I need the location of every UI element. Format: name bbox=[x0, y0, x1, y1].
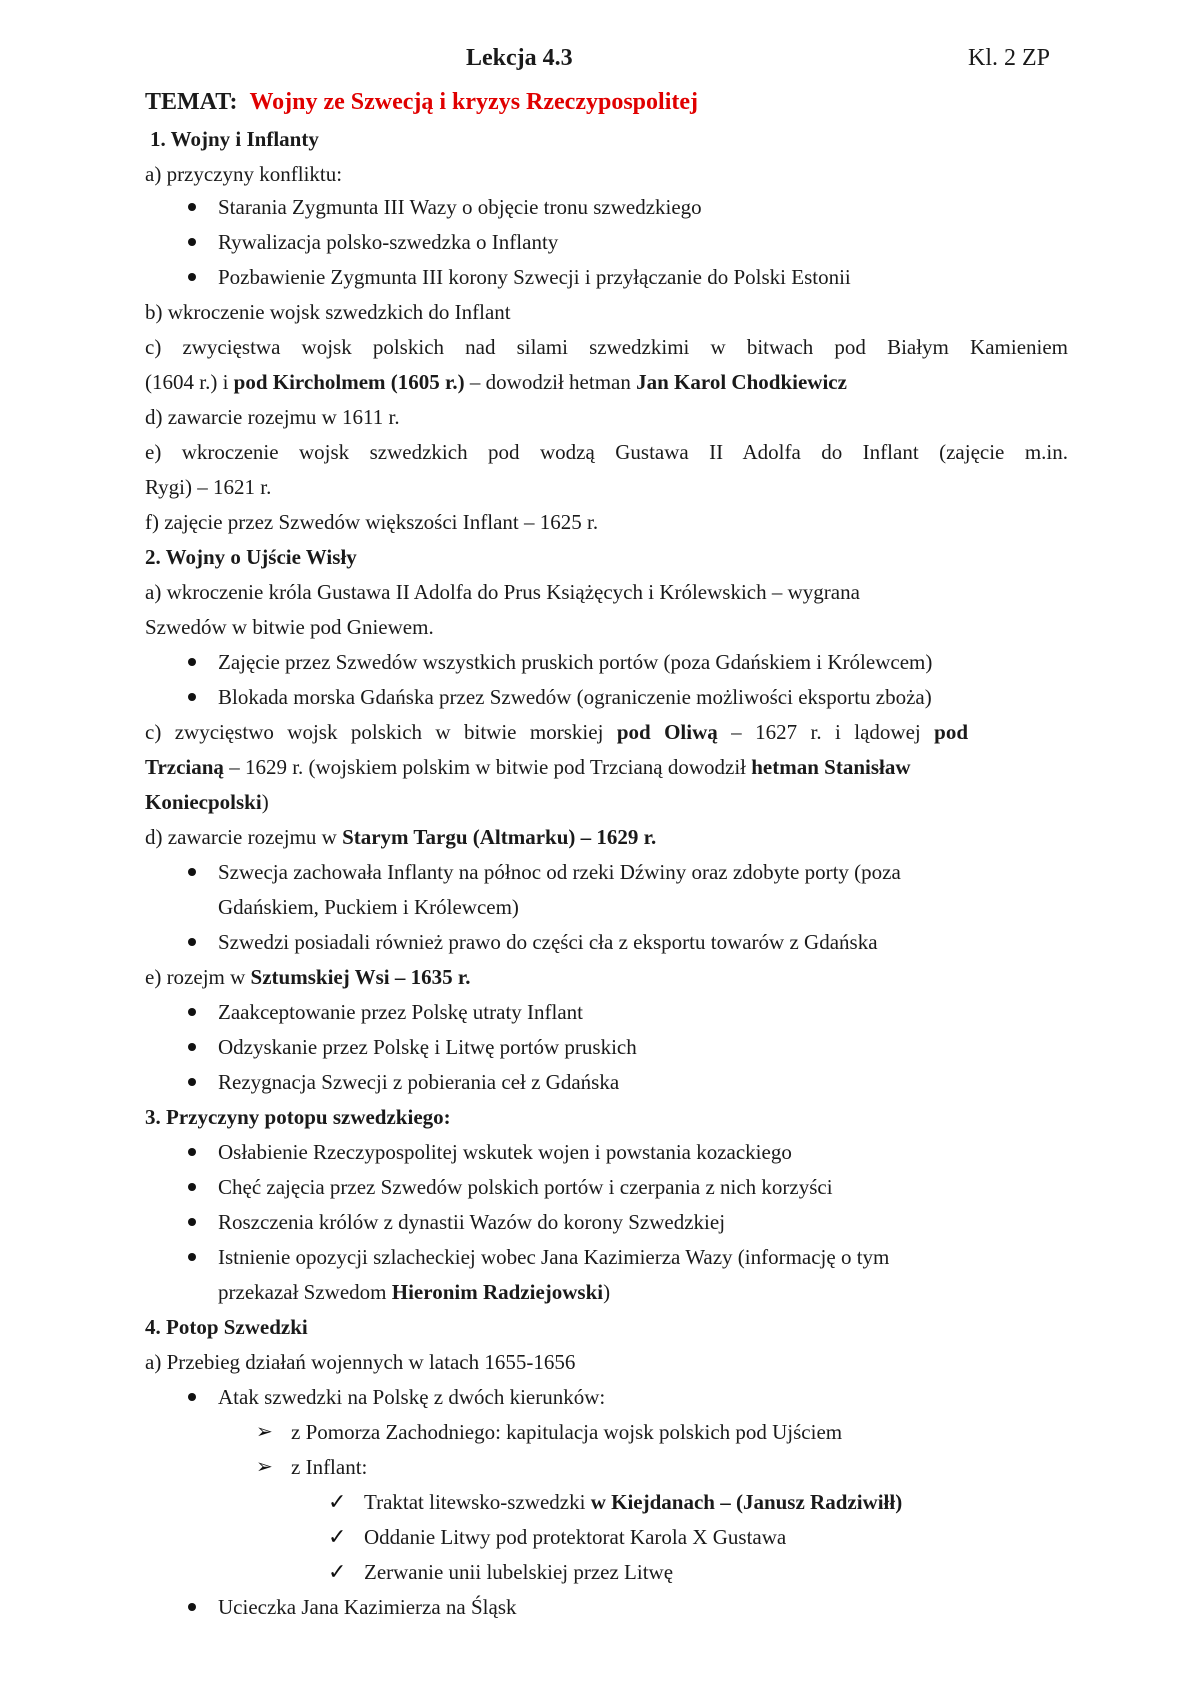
s1-f: f) zajęcie przez Szwedów większości Inflant – 1625 r. bbox=[145, 510, 599, 534]
arrow-bullet-icon: ➢ bbox=[256, 1456, 273, 1478]
text-segment: c) zwycięstwo wojsk polskich w bitwie morskiej bbox=[145, 720, 617, 744]
text-segment: (1604 r.) i bbox=[145, 370, 234, 394]
s1-a: a) przyczyny konfliktu: bbox=[145, 162, 343, 186]
section-2-heading: 2. Wojny o Ujście Wisły bbox=[145, 545, 357, 569]
bullet-icon bbox=[188, 693, 196, 701]
list-item: Szwedzi posiadali również prawo do części cła z eksportu towarów z Gdańska bbox=[218, 930, 878, 954]
s2-c-line3 bbox=[145, 788, 269, 816]
text-segment: – 1627 r. i lądowej bbox=[717, 720, 935, 744]
s1-d: d) zawarcie rozejmu w 1611 r. bbox=[145, 405, 400, 429]
checkmark-icon: ✓ bbox=[328, 1559, 347, 1584]
bullet-icon bbox=[188, 203, 196, 211]
check-item: Oddanie Litwy pod protektorat Karola X Gustawa bbox=[364, 1525, 787, 1549]
sztum-bold: Sztumskiej Wsi – 1635 r. bbox=[250, 965, 471, 989]
bullet-icon bbox=[188, 238, 196, 246]
bullet-icon bbox=[188, 1008, 196, 1016]
list-item: Zajęcie przez Szwedów wszystkich pruskich portów (poza Gdańskiem i Królewcem) bbox=[218, 650, 933, 674]
topic-line bbox=[145, 86, 698, 118]
trzciana-bold: Trzcianą bbox=[145, 755, 224, 779]
altmark-bold: Starym Targu (Altmarku) – 1629 r. bbox=[342, 825, 657, 849]
bullet-icon bbox=[188, 938, 196, 946]
s2-d bbox=[145, 823, 656, 851]
text-segment: przekazał Szwedom bbox=[218, 1280, 392, 1304]
bullet-icon bbox=[188, 1148, 196, 1156]
list-item: Istnienie opozycji szlacheckiej wobec Jana Kazimierza Wazy (informację o tym bbox=[218, 1245, 890, 1269]
kiejdany-bold: w Kiejdanach – (Janusz Radziwiłł) bbox=[590, 1490, 903, 1514]
topic-label: TEMAT: bbox=[145, 89, 238, 115]
s1-c-line1: c) zwycięstwa wojsk polskich nad silami szwedzkimi w bitwach pod Białym Kamieniem bbox=[145, 335, 1068, 359]
list-item: Rezygnacja Szwecji z pobierania ceł z Gdańska bbox=[218, 1070, 620, 1094]
checkmark-icon: ✓ bbox=[328, 1489, 347, 1514]
s1-e-line1: e) wkroczenie wojsk szwedzkich pod wodzą Gustawa II Adolfa do Inflant (zajęcie m.in. bbox=[145, 440, 1068, 464]
checkmark-icon: ✓ bbox=[328, 1524, 347, 1549]
text-segment: ) bbox=[603, 1280, 611, 1304]
s2-a-line1: a) wkroczenie króla Gustawa II Adolfa do Prus Książęcych i Królewskich – wygrana bbox=[145, 580, 860, 604]
text-segment: – dowodził hetman bbox=[464, 370, 637, 394]
s4-a: a) Przebieg działań wojennych w latach 1655-1656 bbox=[145, 1350, 576, 1374]
text-segment: ) bbox=[261, 790, 269, 814]
list-item-continued bbox=[218, 1278, 610, 1306]
bullet-icon bbox=[188, 1183, 196, 1191]
oliwa-bold: pod Oliwą bbox=[616, 720, 718, 744]
list-item: Roszczenia królów z dynastii Wazów do korony Szwedzkiej bbox=[218, 1210, 726, 1234]
section-3-heading: 3. Przyczyny potopu szwedzkiego: bbox=[145, 1105, 451, 1129]
bullet-icon bbox=[188, 273, 196, 281]
bullet-icon bbox=[188, 1078, 196, 1086]
list-item: Chęć zajęcia przez Szwedów polskich portów i czerpania z nich korzyści bbox=[218, 1175, 833, 1199]
list-item: Osłabienie Rzeczypospolitej wskutek wojen i powstania kozackiego bbox=[218, 1140, 792, 1164]
bullet-icon bbox=[188, 1043, 196, 1051]
lesson-title: Lekcja 4.3 bbox=[466, 45, 573, 71]
bullet-icon bbox=[188, 1253, 196, 1261]
s1-e-line2: Rygi) – 1621 r. bbox=[145, 475, 272, 499]
koniecpolski-name: Koniecpolski bbox=[145, 790, 262, 814]
list-item: Szwecja zachowała Inflanty na północ od rzeki Dźwiny oraz zdobyte porty (poza bbox=[218, 860, 901, 884]
pod-bold: pod bbox=[934, 720, 968, 744]
s1-b: b) wkroczenie wojsk szwedzkich do Inflant bbox=[145, 300, 511, 324]
list-item: Zaakceptowanie przez Polskę utraty Inflant bbox=[218, 1000, 584, 1024]
s2-c-line2 bbox=[145, 753, 911, 781]
text-segment: Traktat litewsko-szwedzki bbox=[364, 1490, 591, 1514]
list-item: Starania Zygmunta III Wazy o objęcie tronu szwedzkiego bbox=[218, 195, 702, 219]
bullet-icon bbox=[188, 658, 196, 666]
class-label: Kl. 2 ZP bbox=[968, 45, 1051, 71]
check-item bbox=[364, 1488, 902, 1516]
list-item-continued: Gdańskiem, Puckiem i Królewcem) bbox=[218, 895, 519, 919]
text-segment: e) rozejm w bbox=[145, 965, 251, 989]
arrow-bullet-icon: ➢ bbox=[256, 1421, 273, 1443]
text-segment: d) zawarcie rozejmu w bbox=[145, 825, 343, 849]
list-item: Odzyskanie przez Polskę i Litwę portów pruskich bbox=[218, 1035, 637, 1059]
radziejowski-bold: Hieronim Radziejowski bbox=[391, 1280, 604, 1304]
chodkiewicz-bold: Jan Karol Chodkiewicz bbox=[636, 370, 847, 394]
list-item: Rywalizacja polsko-szwedzka o Inflanty bbox=[218, 230, 559, 254]
s1-c-line2 bbox=[145, 368, 847, 396]
sub-list-item: z Inflant: bbox=[291, 1455, 368, 1479]
s2-e bbox=[145, 963, 470, 991]
s2-a-line2: Szwedów w bitwie pod Gniewem. bbox=[145, 615, 434, 639]
check-item: Zerwanie unii lubelskiej przez Litwę bbox=[364, 1560, 674, 1584]
bullet-icon bbox=[188, 1218, 196, 1226]
topic-title: Wojny ze Szwecją i kryzys Rzeczypospolitej bbox=[249, 89, 698, 115]
kircholm-bold: pod Kircholmem (1605 r.) bbox=[233, 370, 465, 394]
section-1-heading: 1. Wojny i Inflanty bbox=[150, 127, 319, 151]
bullet-icon bbox=[188, 1603, 196, 1611]
bullet-icon bbox=[188, 1393, 196, 1401]
bullet-icon bbox=[188, 868, 196, 876]
list-item: Blokada morska Gdańska przez Szwedów (ograniczenie możliwości eksportu zboża) bbox=[218, 685, 932, 709]
s2-c-line1 bbox=[145, 718, 968, 746]
list-item: Atak szwedzki na Polskę z dwóch kierunków: bbox=[218, 1385, 606, 1409]
koniecpolski-bold: hetman Stanisław bbox=[751, 755, 911, 779]
list-item: Pozbawienie Zygmunta III korony Szwecji i przyłączanie do Polski Estonii bbox=[218, 265, 851, 289]
list-item: Ucieczka Jana Kazimierza na Śląsk bbox=[218, 1595, 517, 1619]
text-segment: – 1629 r. (wojskiem polskim w bitwie pod Trzcianą dowodził bbox=[223, 755, 752, 779]
section-4-heading: 4. Potop Szwedzki bbox=[145, 1315, 308, 1339]
sub-list-item: z Pomorza Zachodniego: kapitulacja wojsk polskich pod Ujściem bbox=[291, 1420, 843, 1444]
